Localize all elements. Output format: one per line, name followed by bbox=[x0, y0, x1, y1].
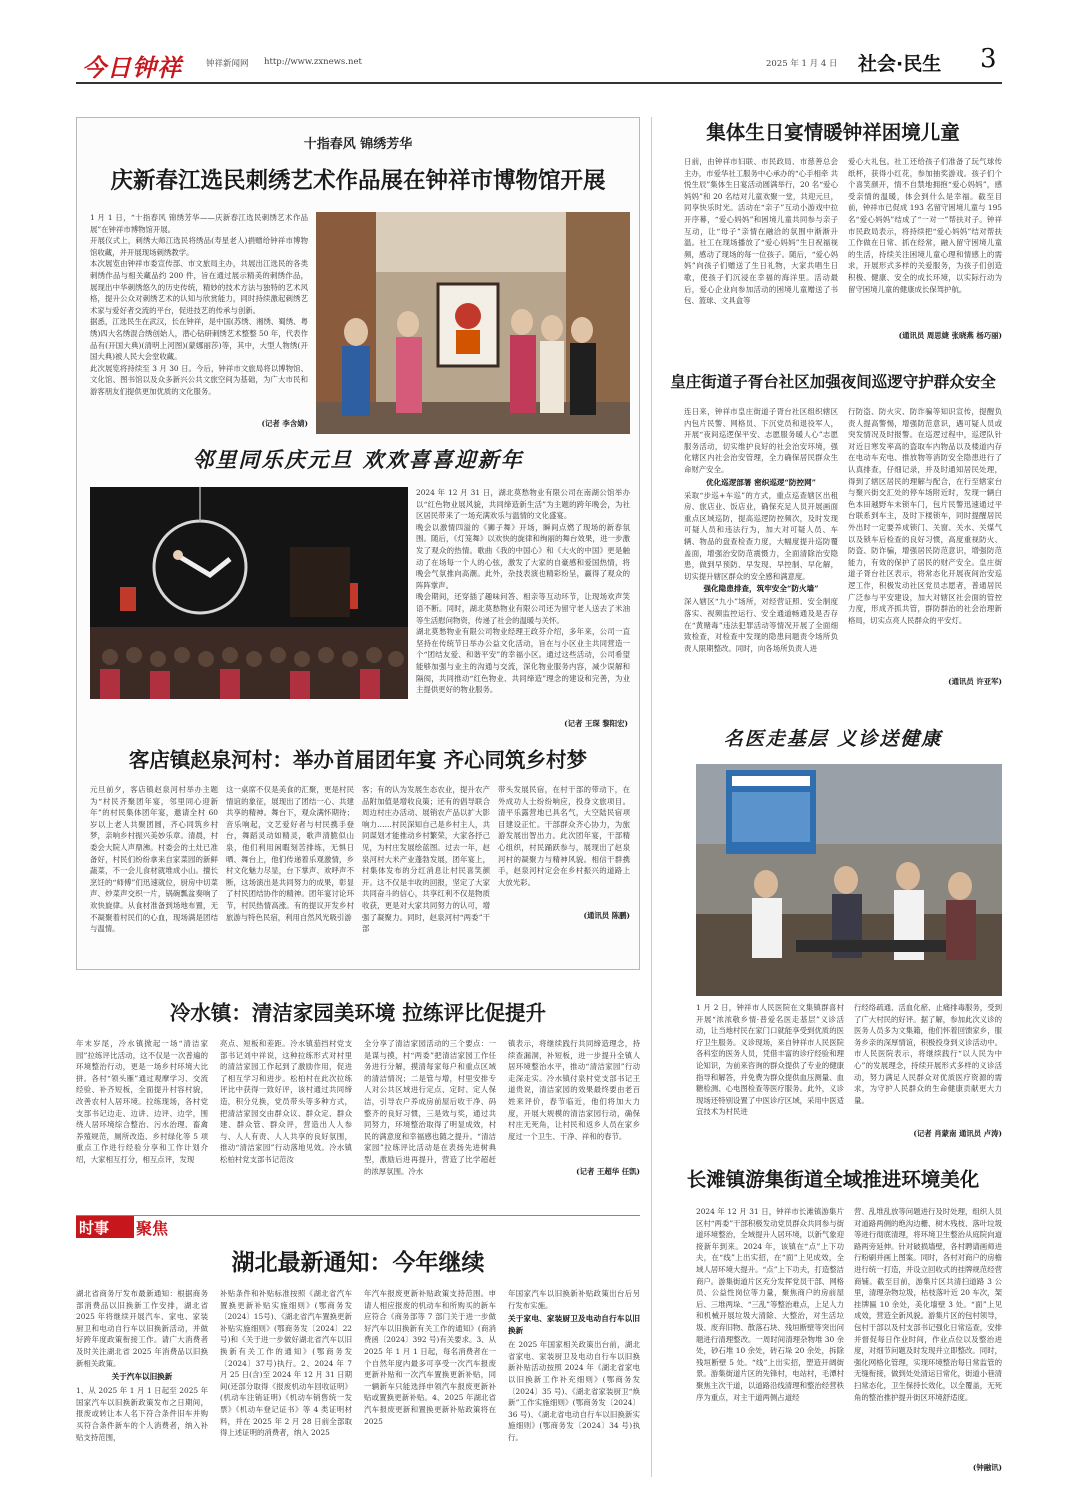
page-number: 3 bbox=[980, 44, 997, 74]
new-year-gala-photo bbox=[90, 487, 408, 699]
a4-column-2: 亮点、短板和差距。冷水镇茄挡村党支部书记刘中祥说，这种拉练形式对村里的清洁家园工作起到了激励作用，促进了相互学习和进步。松柏村在此次拉练评比中获得一致好评，该村通过共同缔造，积分兑换，党员带头等多种方式，把清洁家园交由群众议、群众定、群众建、群众管、群众评，营造出人人参与、人人有责、人人共享的良好氛围，推动“清洁家园”行动落地见效。冷水镇松柏村党支部书记范汝 bbox=[220, 1039, 352, 1164]
shishi-title: 湖北最新通知：今年继续 bbox=[231, 1250, 485, 1276]
shishi-paragraph: 湖北省商务厅发布最新通知：根据商务部消费品以旧换新工作安排，湖北省 2025 年将继续开展汽车、家电、家装厨卫和电动自行车以旧换新活动，并做好跨年度政策衔接工作。请广大消费者及时关注湖北省 2025 年消费品以旧换新相关政策。 bbox=[76, 1289, 208, 1368]
r2-paragraph: 采取“步巡+车巡”的方式，重点巡查辖区出租房、旅店业、饭店业，确保充足人员开展画面重点区域巡防，提高巡逻防控频次，及时发现可疑人员和违法行为，加大对可疑人员、车辆、物品的盘查检查力度，大幅度提升巡防覆盖面，增强治安防范震慑力，全面清除治安隐患，做到早预防、早发现、早控制、早化解，切实提升辖区群众的安全感和满意度。 bbox=[684, 490, 838, 581]
r1-column-1: 日前，由钟祥市妇联、市民政局、市慈善总会主办，市爱华社工服务中心承办的“心手相牵 共悦生辰”集体生日宴活动圆满举行，20 名“爱心妈妈”和 20 名结对儿童欢聚一堂，共迎元旦，同享快乐时光。活动在“亲子”互动小游戏中拉开序幕，“爱心妈妈”和困境儿童共同参与亲子互动，让“母子”亲情在融洽的氛围中渐渐升温。社工在现场播放了“爱心妈妈”生日祝福视频，感动了现场的每一位孩子。随后，“爱心妈妈”向孩子们赠送了生日礼物，大家共唱生日歌，使孩子们沉浸在幸福的海洋里。活动最后，爱心企业向参加活动的困境儿童赠送了书包、篮球、文具盒等 bbox=[684, 157, 838, 306]
shishi-badge-text: 时事 bbox=[79, 1219, 110, 1237]
a4-title: 冷水镇：清洁家园美环境 拉练评比促提升 bbox=[169, 1001, 547, 1025]
r2-column-2: 行防盗、防火灾、防诈骗等知识宣传，提醒负责人提高警惕，增强防范意识，遇可疑人员或突发情况及时报警。在巡逻过程中，巡逻队针对近日寒发率高的盗取车内物品以及楼道内存在电动车充电、推放物等消防安全隐患进行了认真排查，仔细记录，并及时通知居民处理，得到了辖区居民的理解与配合，在行至辖家台与聚兴街交汇处的停车场附近时，发现一辆白色本田越野车未锁车门，包片民警迅速通过平台联系到车主，及时下楼锁车，同时提醒居民外出时一定要养成锁门、关窗、关水、关煤气以及锁车后检查的良好习惯，高度重视防火、防盗、防诈骗，增强居民防范意识，增强防范能力，有效的保护了居民的财产安全。皇庄街道子胥台社区表示，将常态化开展夜间治安巡逻工作，积极发动社区党员志愿者，普通居民广泛参与平安建设，加大对辖区社会面的管控力度，形成齐抓共管，群防群治的社会治理新格局，切实点亮人民群众的平安灯。 bbox=[848, 407, 1002, 625]
a2-paragraph: 晚会期间，还穿插了趣味问答、相亲等互动环节，让现场欢声笑语不断。同时，湖北莫愁物业有限公司还为留守老人送去了米油等生活慰问物资，传递了社会的温暖与关怀。 bbox=[416, 592, 630, 625]
a4-column-1: 年末岁尾，冷水镇掀起一场“清洁家园”拉练评比活动，这不仅是一次普遍的环境整治行动，更是一场乡村环境大比拼。各村“领头雁”通过观摩学习、交流经验、补齐短板，全面提升村容村貌，改善农村人居环境。拉练现场，各村党支部书记边走、边讲、边评、边学，围绕人居环境综合整治、污水治理、畜禽养殖规范，厕所改造、乡村绿化等 5 项重点工作进行经验分享和工作计划介绍，大家相互打分，相互点评，发现 bbox=[76, 1039, 208, 1164]
a4-column-4: 镇表示，将继续践行共同缔造理念，持续查漏洞，补短板，进一步提升全镇人居环境整治水平，推动“清洁家园”行动走深走实。冷水镇付泉村党支部书记王道贵说，清洁家园的效果最终要由老百姓来评价，春节临近，他们将加大力度，开展大规模的清洁家园行动，确保村庄无死角，让村民和返乡人员在家乡度过一个卫生、干净、祥和的春节。 bbox=[508, 1039, 640, 1141]
shishi-column-1 bbox=[76, 1288, 208, 1478]
a2-body bbox=[416, 487, 630, 717]
r3-column-2: 行经络疏通、活血化瘀、止痛排毒服务，受到了广大村民的好评。据了解，参加此次义诊的医务人员多为文集籍，他们怀着回馈家乡，服务乡亲的深厚情谊，积极投身到义诊活动中。市人民医院表示，将继续践行“以人民为中心”的发展理念，持续开展形式多样的义诊活动，努力满足人民群众对优质医疗资源的需求，为守护人民群众的生命健康贡献更大力量。 bbox=[854, 1003, 1002, 1105]
masthead-logo: 今日钟祥 bbox=[82, 53, 182, 82]
a1-paragraph: 此次展览将持续至 3 月 30 日。今后，钟祥市文旅局将以博物馆、文化馆、图书馆以及众多新兴公共文旅空间为基础，为广大市民和游客朋友们提供更加优质的文化服务。 bbox=[90, 363, 308, 396]
masthead-date: 2025 年 1 月 4 日 bbox=[766, 59, 838, 69]
a2-paragraph: 湖北莫愁物业有限公司物业经理王政芬介绍，多年来，公司一直坚持在传统节日举办公益文化活动，旨在与小区业主共同营造一个“团结友爱、和谐平安”的幸福小区。通过这些活动，公司希望能够加强与业主的沟通与交流，深化物业服务内容，减少误解和隔阂，共同推动“红色物业、共同缔造”理念的建设和完善，为业主提供更好的物业服务。 bbox=[416, 627, 630, 695]
shishi-column-2: 补贴条件和补贴标准按照《湖北省汽车置换更新补贴实施细则》(鄂商务发〔2024〕15号)、《湖北省汽车置换更新补贴实施细则》(鄂商务发〔2024〕22号)和《关于进一步做好湖北省汽车以旧换新有关工作的通知》(鄂商务发〔2024〕37号)执行。2、2024 年 7 月 25 日(含)至 2024 年 12 月 31 日期间(还部分取得《报废机动车回收证明》(机动车注销证明)《机动车销售统一发票》《机动车登记证书》等 4 类证明材料，并在 2025 年 2 月 28 日前全部取得上述证明的消费者，纳入 2025 bbox=[220, 1289, 352, 1438]
section-name: 社会·民生 bbox=[858, 53, 942, 75]
shishi-column-4 bbox=[508, 1288, 640, 1478]
a2-paragraph: 2024 年 12 月 31 日，湖北莫愁物业有限公司在南湖公馆举办以“红色物业展风貌，共同缔造新生活”为主题的跨年晚会，为社区居民带来了一场充满欢乐与温情的文化盛宴。 bbox=[416, 488, 630, 521]
a1-paragraph: 开展仪式上，刺绣大师江选民将绣品(寿星老人)捐赠给钟祥市博物馆收藏，并开展现场刺绣教学。 bbox=[90, 236, 308, 257]
a1-kicker: 十指春风 锦绣芳华 bbox=[303, 137, 413, 152]
r2-subheading: 优化巡逻部署 密织巡逻“防控网” bbox=[705, 477, 817, 487]
shishi-column-3: 年汽车报废更新补贴政策支持范围。申请人相应报废的机动车和所购买的新车应符合《商务部等 7 部门关于进一步做好汽车以旧换新有关工作的通知》(商消费函〔2024〕392 号)有关要求。3、从 2025 年 1 月 1 日起，每名消费者在一个自然年度内最多可享受一次汽车报废更新补贴和一次汽车置换更新补贴，同一辆新车只能选择申领汽车报废更新补贴或置换更新补贴。4、2025 年湖北省汽车报废更新和置换更新补贴政策将在 2025 bbox=[364, 1289, 496, 1426]
r3-title: 名医走基层 义诊送健康 bbox=[723, 728, 943, 750]
masthead-rule bbox=[76, 82, 1002, 84]
column-divider bbox=[651, 117, 652, 1477]
masthead-url[interactable]: http://www.zxnews.net bbox=[264, 57, 362, 67]
shishi-subheading: 关于汽车以旧换新 bbox=[111, 1372, 173, 1382]
a1-paragraph: 本次展览由钟祥市委宣传部、市文旅局主办，共展出江选民的各类刺绣作品与相关藏品约 200 件，旨在通过展示精美的刺绣作品，展现出中华刺绣悠久的历史传统，精妙的技术方法与独特的艺术风格，提升公众对刺绣艺术的认知与欣赏能力，同时持续激起刺绣艺术家与爱好者交流的平台，促进技艺的传承与创新。 bbox=[90, 259, 308, 315]
r2-byline: (通讯员 许亚军) bbox=[948, 677, 1002, 686]
embroidery-exhibition-photo bbox=[316, 212, 630, 434]
shishi-paragraph: 1、从 2025 年 1 月 1 日起至 2025 年国家汽车以旧换新政策发布之日期间，报废或转让本人名下符合条件旧车并购买符合条件新车的个人消费者，纳入补贴支持范围， bbox=[76, 1386, 208, 1442]
r2-column-1 bbox=[684, 406, 838, 706]
shishi-badge-2: 聚焦 bbox=[136, 1219, 169, 1238]
a2-paragraph: 晚会以激情四溢的《狮子舞》开场，瞬间点燃了现场的新春氛围。随后，《灯笼舞》以欢快的旋律和绚丽的舞台效果，进一步激发了观众的热情。歌曲《我的中国心》和《大火的中国》更是触动了在场每一个人的心弦，激发了大家的自豪感和爱国热情，将晚会气氛推向高潮。此外，杂技表演也精彩纷呈，赢得了观众的阵阵掌声。 bbox=[416, 522, 630, 590]
r2-title: 皇庄街道子胥台社区加强夜间巡逻守护群众安全 bbox=[670, 373, 996, 391]
a1-paragraph: 1 月 1 日，“十指春风 锦绣芳华——庆新春江选民刺绣艺术作品展”在钟祥市博物馆开展。 bbox=[90, 213, 308, 234]
embroidery-exhibition-illustration bbox=[316, 212, 630, 434]
a1-paragraph: 据悉，江选民生在武汉，长在钟祥，是中国(苏绣、湘绣、蜀绣、粤绣)四大名绣混合绣创始人，潜心钻研刺绣艺术整整 50 年，代表作品有(开国大典)(清明上河图)(蒙娜丽莎)等，其中，大型人物绣(开国大典)被人民大会堂收藏。 bbox=[90, 317, 308, 362]
r1-title: 集体生日宴情暖钟祥困境儿童 bbox=[706, 121, 960, 144]
r1-column-2: 爱心大礼包。社工还给孩子们准备了玩气球传纸杯，获得小红花，参加抽奖游戏。孩子们个个喜笑颜开，情不自禁地拥抱“爱心妈妈”，感受亲情的温暖，体会到什么是幸福。截至目前，钟祥市已促成 193 名留守困境儿童与 195 名“爱心妈妈”结成了“一对一”帮扶对子。钟祥市民政局表示，将持续把“爱心妈妈”结对帮扶工作做在日常、抓在经常，融入留守困境儿童的生活，持续关注困境儿童心理和情感上的需求，开展形式多样的关爱服务，为孩子们创造积极、健康、安全的成长环境，以实际行动为留守困境儿童的健康成长保驾护航。 bbox=[848, 157, 1002, 294]
shishi-badge bbox=[76, 1216, 134, 1238]
r3-column-1: 1 月 2 日，钟祥市人民医院在文集镇群喜村开展“浓浓敬乡情·普爱名医走基层”义诊活动，让当地村民在家门口就能享受到优质的医疗卫生服务。义诊现场，来自钟祥市人民医院各科室的医务人员，凭借丰富的诊疗经验和理论知识，为前来咨询的群众提供了专业的健康指导和解答，并免费为群众提供血压测量、血糖检测、心电图检查等医疗服务。此外，义诊现场还特别设置了中医诊疗区域，采用中医适宜技术为村民进 bbox=[696, 1003, 844, 1117]
a3-title: 客店镇赵泉河村：举办首届团年宴 齐心同筑乡村梦 bbox=[128, 748, 588, 772]
a4-column-3: 全分享了清洁家园活动的三个要点：一是谋与摸，村“两委”把清洁家园工作任务进行分解，摸清每家每户和重点区域的清洁情况；二是管与增，村里安排专人对公共区域进行定点、定时、定人保洁，引导农户养成房前屋后收干净、码整齐的良好习惯，三是效与奖，通过共同努力，环境整治取得了明显成效，村民的满意度和幸福感也随之提升。“清洁家园”拉练评比活动是在表扬先进树典型，激励后进再提升，营造了比学超赶的浓厚氛围。冷水 bbox=[364, 1039, 496, 1176]
r2-paragraph: 深入辖区“九小”场所，对经营证照、安全制度落实、视频监控运行、安全通道畅通及是否存在“黄赌毒”违法犯罪活动等情况开展了全面细致检查，对检查中发现的隐患问题责令场所负责人限期整改。同时，向各场所负责人进 bbox=[684, 597, 838, 653]
r2-subheading: 强化隐患排查，筑牢安全“防火墙” bbox=[703, 584, 819, 594]
free-clinic-photo bbox=[696, 764, 1002, 996]
a3-column-1: 元旦前夕，客店镇赵泉河村举办主题为“村民齐聚团年宴，邻里同心迎新年”的村民集体团年宴，邀请全村 60 岁以上老人共聚团圆，齐心同筑乡村梦，亲响乡村振兴美妙乐章。清晨，村委会大院人声鼎沸。村委会的土灶已准备好，村民们纷纷拿来自家菜园的新鲜蔬菜，不一会儿食材就堆成小山。擅长烹饪的“师傅”们迅速就位，厨房中切菜声、炒菜声交织一片，锅碗瓢盆奏响了欢快旋律。从食材准备到场地布置，无不凝聚着村民们的心血，现场满是团结与温情。 bbox=[90, 785, 218, 934]
r2-paragraph: 连日来，钟祥市皇庄街道子胥台社区组织辖区内包片民警、网格员、下沉党员和退役军人，开展“夜间巡逻保平安、志愿服务暖人心”志愿服务活动，切实维护良好的社会治安环境，强化辖区内社会治安管理，全力确保居民群众生命财产安全。 bbox=[684, 407, 838, 474]
a1-byline: (记者 李含婧) bbox=[261, 419, 308, 428]
a3-byline: (通讯员 陈鹏) bbox=[583, 911, 630, 920]
a2-title: 邻里同乐庆元旦 欢欢喜喜迎新年 bbox=[192, 447, 524, 472]
r4-column-2: 营、乱堆乱放等问题进行及时处理，组织人员对道路两侧的绝沟边栅、树木残枝、落叶垃圾等进行彻底清理，将环境卫生整治从庭院向道路两旁延伸。针对破损墙壁，各村聘请画师进行粉刷并画上图案。同时，各村对商户的房檐进行统一打造，并设立回收式的挂牌规范经营商铺。截至目前，游集片区共清扫道路 3 公里，清理杂物垃圾，枯枝落叶近 20 车次，架挂牌匾 10 余处，美化墙壁 3 处。“面”上见成效，营造全新风貌。游集片区的包村领导，包村干部以及村支部书记强化日常巡查，安排并督促每日作业时间，作业点位以及整治进度，对细节问题及时发现并立即整改。同时，强化网格化管理，实现环境整治每日常监管的无缝衔接，做到处处清运日常化，街道小巷清扫常态化，卫生保持长效化，以全覆盖，无死角的整治推护提升街区环境舒适度。 bbox=[854, 1207, 1002, 1402]
a3-column-3: 客；有的认为发展生态农业，提升农产品附加值是增收良策；还有的倡导联合周边村庄办活动、展销农产品以扩大影响力……村民深知自己是乡村主人，共同谋划才能推动乡村繁荣，大家各抒己见，为村庄发展绘蓝图。过去一年，赵泉河村大米产业蓬勃发展，团年宴上，村集体发布的分红消息让村民喜笑颜开。这不仅是丰收的回报，坚定了大家共同奋斗的信心，共享红利不仅是物质收获，更是对大家共同努力的认可，增强了凝聚力。同时，赵泉河村“两委”干部 bbox=[362, 785, 490, 934]
r4-title: 长滩镇游集街道全域推进环境美化 bbox=[686, 1168, 980, 1191]
r3-byline: (记者 肖蒙南 通讯员 卢涛) bbox=[913, 1129, 1002, 1138]
shishi-paragraph: 在 2025 年国家相关政策出台前，湖北省家电、家装厨卫及电动自行车以旧换新补贴活动按照 2024 年《湖北省家电以旧换新工作补充细则》(鄂商务发〔2024〕35 号)、《湖北省家装厨卫“焕新”工作实施细则》(鄂商务发〔2024〕36 号)、《湖北省电动自行车以旧换新实施细则》(鄂商务发〔2024〕34 号)执行。 bbox=[508, 1340, 640, 1442]
a2-byline: (记者 王琛 黎阳宏) bbox=[564, 719, 628, 728]
a1-title: 庆新春江选民刺绣艺术作品展在钟祥市博物馆开展 bbox=[110, 168, 606, 194]
r4-byline: (钟融讯) bbox=[972, 1463, 1002, 1472]
aerial-performance-illustration bbox=[90, 487, 408, 699]
masthead bbox=[76, 44, 1002, 84]
a4-byline: (记者 王超华 任凯) bbox=[576, 1167, 640, 1176]
a3-column-4: 带头发展民宿，在村干部的带动下，在外成功人士纷纷响应，投身文旅项目。清平乐露营地已具名气，大空陆民宿项目建设正忙。干部群众齐心协力，为旅游发展出智出力。此次团年宴，干部精心组织，村民踊跃参与，展现出了赵泉河村的凝聚力与精神风貌。相信干群携手，赵泉河村定会在乡村振兴的道路上大放光彩。 bbox=[498, 785, 630, 887]
free-clinic-illustration bbox=[696, 764, 1002, 996]
shishi-subheading: 关于家电、家装厨卫及电动自行车以旧换新 bbox=[508, 1314, 640, 1336]
a1-body bbox=[90, 212, 308, 432]
masthead-site: 钟祥新闻网 bbox=[206, 59, 249, 69]
a3-column-2: 这一桌席不仅是美食的汇聚，更是村民情谊的象征，展现出了团结一心、共建共享的精神。舞台下，观众满怀期待；音乐响起，文艺爱好者与村民携手登台，舞蹈灵动如精灵，歌声清脆似山泉，他们利用闲暇刻苦排练，无惧日晒、舞台上，他们传递着乐观激情，乡村文化魅力尽显，台下掌声、欢呼声不断，这场演出是共同努力的成果，彰显了村民团结协作的精神。团年宴讨论环节，村民热情高涨。有的提议开发乡村旅游与特色民宿，利用自然风光吸引游 bbox=[226, 785, 354, 922]
shishi-paragraph: 年国家汽车以旧换新补贴政策出台后另行发布实施。 bbox=[508, 1289, 640, 1310]
r4-column-1: 2024 年 12 月 31 日，钟祥市长滩镇游集片区村“两委”干部积极发动党员群众共同参与街道环境整治，全域提升人居环境，以新气象迎接新年到来。2024 年，该镇在“点”上下功夫，在“线”上出实招，在“面”上见成效，全域人居环境大提升。“点”上下功夫，打造整洁商户。游集街道片区充分发挥党员干部、网格员、公益性岗位等力量，聚焦商户的房前屋后、三堆两垛、“三乱”等整治难点，上足人力和机械开展垃圾大清除、大整治，对生活垃圾、废弃旧物、散落石块、残垣断壁等突出问题进行清理整改。一周时间清理杂物堆 30 余处，砂石堆 10 余处，砖石垛 20 余处，拆除残垣断壁 5 处。“线”上出实招，塑造开阔街景。游集街道片区的先锋村，电站村，毛潭村聚焦主次干道，以道路沿线清理和整治经营秩序为重点，对主干道两侧占道经 bbox=[696, 1207, 844, 1402]
r1-byline: (通讯员 周思婕 张晓燕 杨巧丽) bbox=[898, 331, 1002, 340]
